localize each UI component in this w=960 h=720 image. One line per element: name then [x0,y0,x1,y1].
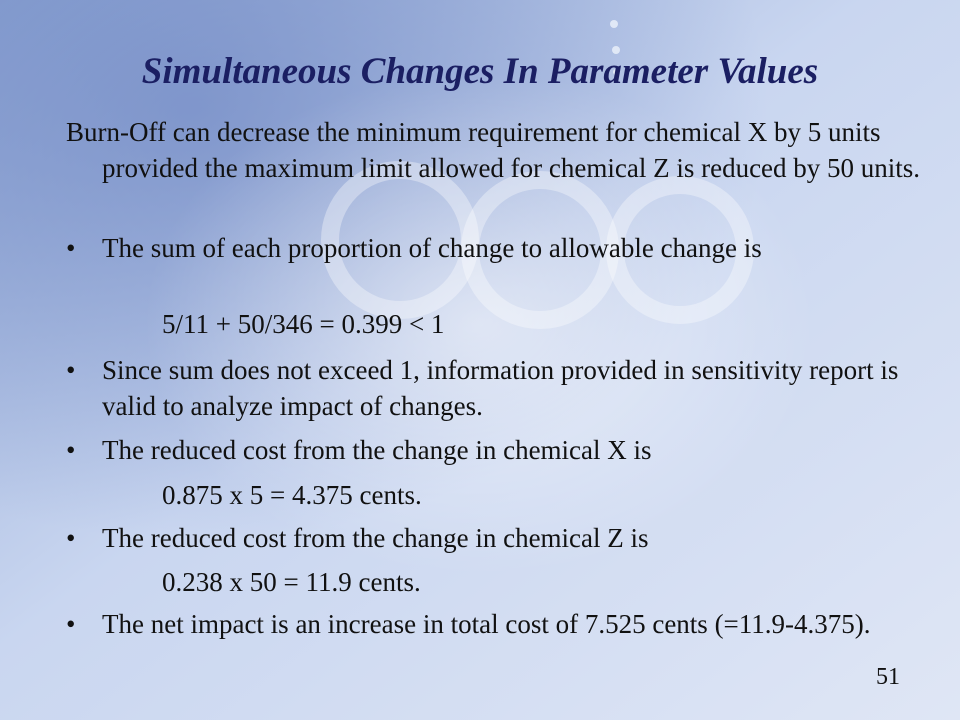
bullet-symbol: • [66,523,76,553]
intro-paragraph: Burn-Off can decrease the minimum requirement for chemical X by 5 units provided the maximum limit allowed for chemical Z is reduced by 50 units. [66,117,921,183]
bullet-symbol: • [66,435,76,465]
calculation-line: 0.875 x 5 = 4.375 cents. [162,480,422,510]
bullet-symbol: • [66,355,76,385]
bullet-text: Since sum does not exceed 1, information provided in sensitivity report is valid to analyze impact of changes. [102,355,899,421]
bullet-item [66,432,942,468]
bullet-symbol: • [66,233,76,263]
slide-title: Simultaneous Changes In Parameter Values [141,51,819,92]
bullet-text: The net impact is an increase in total cost of 7.525 cents (=11.9-4.375). [102,609,871,639]
calculation-line: 0.238 x 50 = 11.9 cents. [162,567,421,597]
bullet-item [66,606,942,642]
bullet-text: The reduced cost from the change in chemical X is [102,435,652,465]
bullet-item [66,230,942,266]
bullet-text: The sum of each proportion of change to allowable change is [102,233,762,263]
calculation-line: 5/11 + 50/346 = 0.399 < 1 [162,309,445,339]
bullet-item [66,352,942,424]
slide-number: 51 [876,664,900,690]
bullet-symbol: • [66,609,76,639]
bullet-text: The reduced cost from the change in chemical Z is [102,523,649,553]
bullet-item [66,520,942,556]
